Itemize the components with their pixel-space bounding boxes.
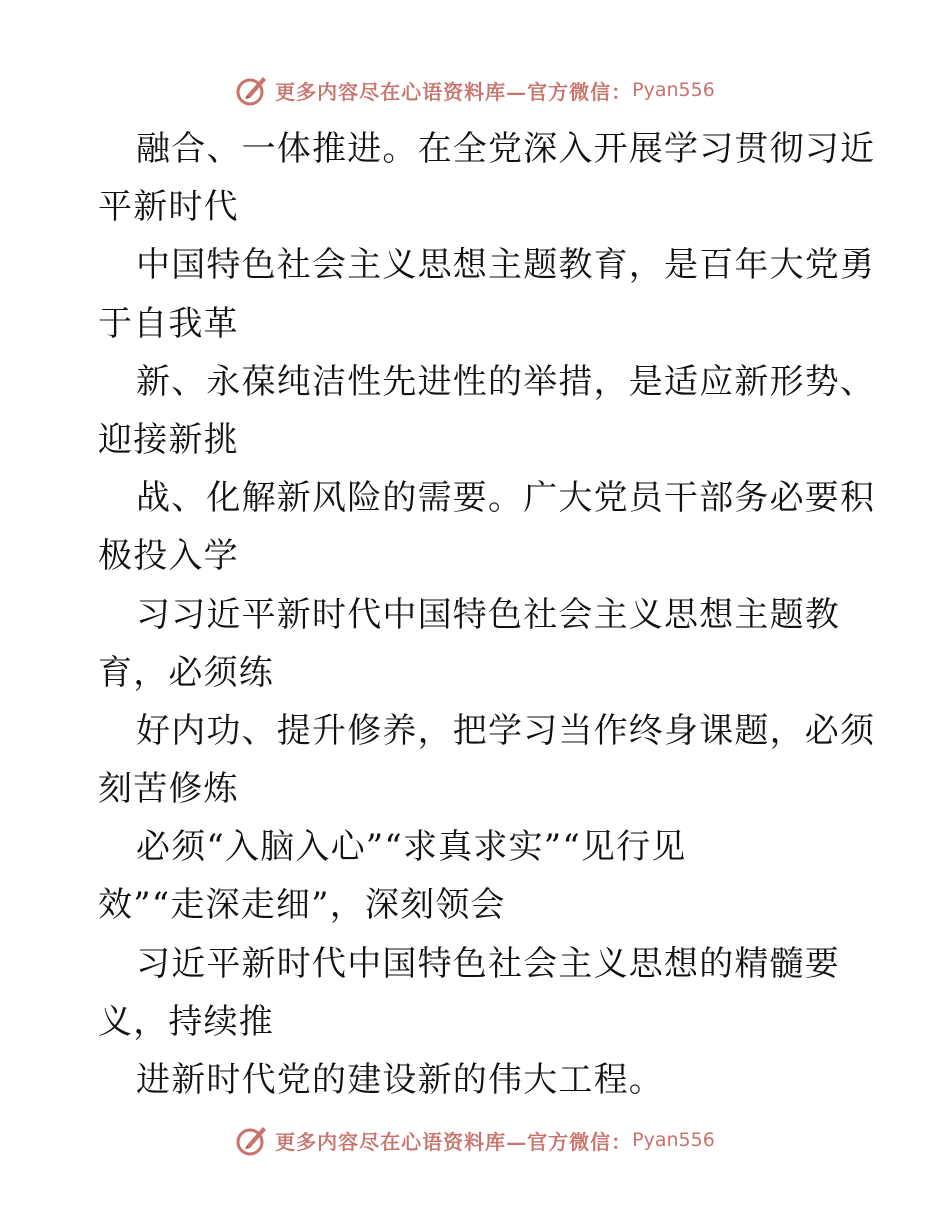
text-line: 义，持续推	[98, 1001, 274, 1042]
text-line: 融合、一体推进。在全党深入开展学习贯彻习近	[136, 129, 876, 169]
document-body	[98, 120, 876, 1109]
text-line: 中国特色社会主义思想主题教育，是百年大党勇	[136, 245, 876, 286]
footer-wechat-id: Pyan556	[632, 1129, 715, 1151]
text-line: 习习近平新时代中国特色社会主义思想主题教	[136, 594, 840, 635]
text-line: 极投入学	[98, 536, 239, 577]
text-line: 效”“走深走细”，深刻领会	[98, 885, 506, 926]
text-line: 育，必须练	[98, 652, 274, 693]
quill-pen-logo-icon	[235, 1123, 269, 1157]
text-line: 习近平新时代中国特色社会主义思想的精髓要	[136, 943, 840, 984]
header-banner-text: 更多内容尽在心语资料库—官方微信：	[275, 79, 633, 104]
text-line: 于自我革	[98, 303, 239, 344]
text-line: 必须“入脑入心”“求真求实”“见行见	[136, 827, 687, 868]
footer-watermark-banner	[0, 1120, 950, 1160]
header-wechat-id: Pyan556	[632, 79, 715, 101]
text-line: 迎接新挑	[98, 419, 239, 460]
text-line: 进新时代党的建设新的伟大工程。	[136, 1060, 664, 1100]
text-line: 平新时代	[98, 187, 239, 228]
footer-banner-text: 更多内容尽在心语资料库—官方微信：	[275, 1129, 633, 1154]
text-line: 战、化解新风险的需要。广大党员干部务必要积	[136, 478, 876, 519]
quill-pen-logo-icon	[235, 73, 269, 107]
header-watermark-banner	[0, 70, 950, 110]
text-line: 刻苦修炼	[98, 769, 239, 810]
text-line: 新、永葆纯洁性先进性的举措，是适应新形势、	[136, 361, 876, 402]
text-line: 好内功、提升修养，把学习当作终身课题，必须	[136, 710, 876, 751]
